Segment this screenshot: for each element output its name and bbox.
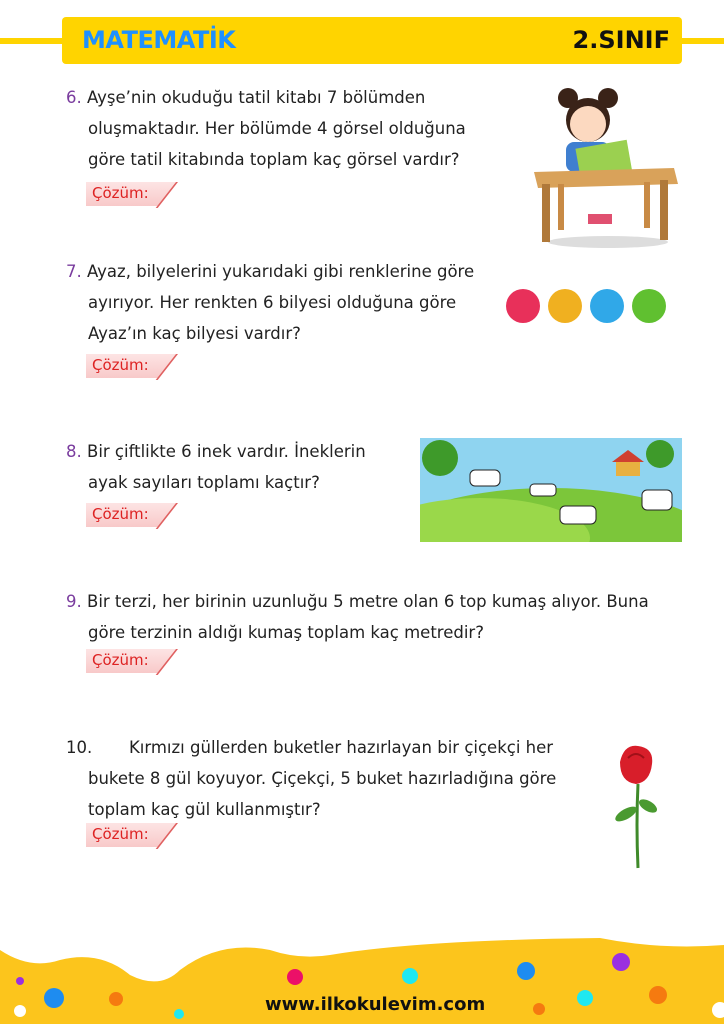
website-link[interactable]: www.ilkokulevim.com xyxy=(265,994,486,1015)
farm-cows-illustration xyxy=(420,438,682,542)
marble-yellow xyxy=(548,289,582,323)
header-line-right xyxy=(676,38,724,44)
solution-text: Çözüm: xyxy=(92,651,149,669)
solution-label xyxy=(86,823,182,847)
question-text: Bir terzi, her birinin uzunluğu 5 metre olan 6 top kumaş alıyor. Buna xyxy=(87,592,649,611)
grade-label: 2.SINIF xyxy=(572,26,670,54)
solution-label xyxy=(86,503,182,527)
question-10 xyxy=(66,732,556,825)
question-6 xyxy=(66,82,466,175)
solution-text: Çözüm: xyxy=(92,825,149,843)
marble-blue xyxy=(590,289,624,323)
solution-text: Çözüm: xyxy=(92,184,149,202)
question-text: bukete 8 gül koyuyor. Çiçekçi, 5 buket hazırladığına göre xyxy=(88,769,557,788)
question-text: göre terzinin aldığı kumaş toplam kaç metredir? xyxy=(88,623,484,642)
marble-red xyxy=(506,289,540,323)
question-number: 6. xyxy=(66,88,82,107)
question-text: Kırmızı güllerden buketler hazırlayan bir çiçekçi her xyxy=(92,738,554,757)
solution-label xyxy=(86,354,182,378)
question-text: toplam kaç gül kullanmıştır? xyxy=(88,800,321,819)
question-text: ayırıyor. Her renkten 6 bilyesi olduğuna göre xyxy=(88,293,457,312)
marbles-illustration xyxy=(503,286,673,326)
solution-label xyxy=(86,649,182,673)
question-text: oluşmaktadır. Her bölümde 4 görsel olduğuna xyxy=(88,119,466,138)
question-number: 10. xyxy=(66,738,93,757)
solution-label xyxy=(86,182,182,206)
question-text: Ayaz’ın kaç bilyesi vardır? xyxy=(88,324,301,343)
question-number: 7. xyxy=(66,262,82,281)
question-text: Bir çiftlikte 6 inek vardır. İneklerin xyxy=(87,442,366,461)
question-7 xyxy=(66,256,474,349)
question-text: Ayşe’nin okuduğu tatil kitabı 7 bölümden xyxy=(87,88,426,107)
header-line-left xyxy=(0,38,70,44)
red-rose-illustration xyxy=(610,744,660,870)
question-text: göre tatil kitabında toplam kaç görsel vardır? xyxy=(88,150,460,169)
subject-title: MATEMATİK xyxy=(82,26,236,54)
header-bar xyxy=(62,17,682,64)
question-text: ayak sayıları toplamı kaçtır? xyxy=(88,473,320,492)
marble-green xyxy=(632,289,666,323)
question-8 xyxy=(66,436,366,498)
girl-reading-illustration xyxy=(528,84,680,248)
question-number: 8. xyxy=(66,442,82,461)
question-text: Ayaz, bilyelerini yukarıdaki gibi renklerine göre xyxy=(87,262,475,281)
question-number: 9. xyxy=(66,592,82,611)
question-9 xyxy=(66,586,649,648)
solution-text: Çözüm: xyxy=(92,356,149,374)
solution-text: Çözüm: xyxy=(92,505,149,523)
